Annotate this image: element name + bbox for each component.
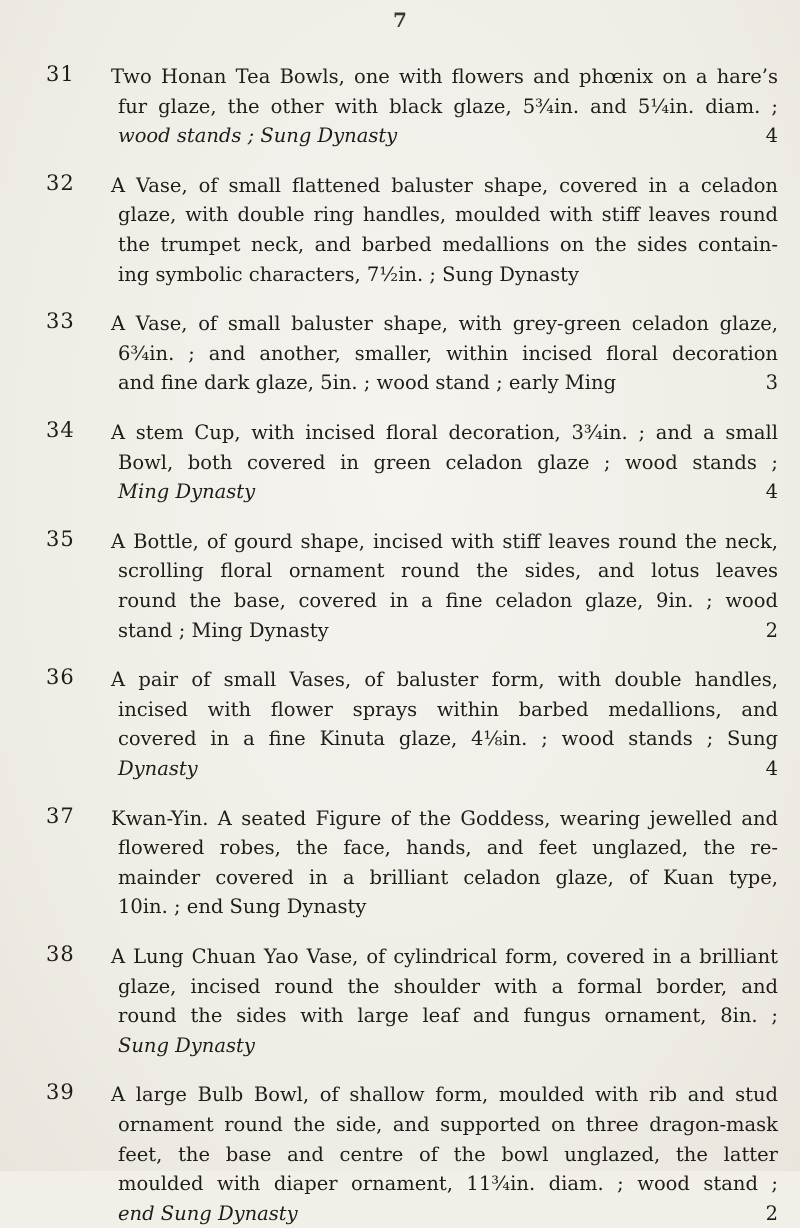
lot-line-text: end Sung Dynasty — [118, 1201, 298, 1225]
lot-estimate: 2 — [765, 1201, 778, 1225]
lot-description — [111, 309, 778, 398]
lot-line: covered in a fine Kinuta glaze, 4⅛in. ; wood stands ; Sung — [118, 727, 778, 751]
lot-description — [111, 527, 778, 645]
lot-line-last — [118, 121, 778, 151]
lot-line: A Vase, of small baluster shape, with grey-green celadon glaze, — [111, 312, 778, 336]
lot-line: 6¾in. ; and another, smaller, within incised floral decoration — [118, 341, 778, 365]
lot-estimate: 4 — [765, 124, 778, 148]
lot-line: round the sides with large leaf and fungus ornament, 8in. ; — [118, 1004, 778, 1028]
lot-line: moulded with diaper ornament, 11¾in. diam. ; wood stand ; — [118, 1172, 778, 1196]
lot-description — [111, 665, 778, 783]
lot-line: ornament round the side, and supported on three dragon-mask — [118, 1112, 778, 1136]
lot-estimate: 4 — [765, 756, 778, 780]
lot-line: Sung Dynasty — [118, 1033, 255, 1057]
lot-description — [111, 418, 778, 507]
lot-line: A Vase, of small flattened baluster shape, covered in a celadon — [111, 173, 778, 197]
lot-line: glaze, with double ring handles, moulded with stiff leaves round — [118, 203, 778, 227]
lot-line-last — [118, 368, 778, 398]
lot-line: round the base, covered in a fine celadon glaze, 9in. ; wood — [118, 588, 778, 612]
lot-estimate: 3 — [765, 371, 778, 395]
lot-line: stand ; Ming Dynasty — [118, 618, 329, 642]
lot-line: Dynasty — [118, 756, 198, 780]
lot-line: A pair of small Vases, of baluster form, with double handles, — [111, 668, 778, 692]
lot-line: incised with flower sprays within barbed medallions, and — [118, 697, 778, 721]
lot-number: 37 — [46, 803, 75, 828]
lot-line: mainder covered in a brilliant celadon glaze, of Kuan type, — [118, 865, 778, 889]
lot-line: the trumpet neck, and barbed medallions on the sides contain- — [118, 232, 778, 256]
lot-number: 38 — [46, 942, 75, 966]
lot-line: A Lung Chuan Yao Vase, of cylindrical form, covered in a brilliant — [111, 945, 778, 968]
lot-line: A stem Cup, with incised floral decoration, 3¾in. ; and a small — [111, 421, 778, 444]
page-number: 7 — [393, 8, 407, 32]
lot-description — [111, 1080, 778, 1228]
lot-line: Ming Dynasty — [118, 480, 256, 504]
lot-line — [118, 1199, 778, 1228]
lot-line: fur glaze, the other with black glaze, 5¾in. and 5¼in. diam. ; — [118, 94, 778, 118]
lot-number: 36 — [46, 665, 75, 690]
lot-line: ing symbolic characters, 7½in. ; Sung Dynasty — [118, 262, 580, 286]
lot-description — [111, 171, 778, 289]
lot-estimate: 2 — [765, 618, 778, 642]
lot-line: Two Honan Tea Bowls, one with flowers and phœnix on a hare’s — [111, 65, 778, 88]
lot-description — [111, 804, 778, 922]
lot-line: Bowl, both covered in green celadon glaze ; wood stands ; — [118, 450, 778, 474]
lot-line: A large Bulb Bowl, of shallow form, moulded with rib and stud — [111, 1083, 778, 1107]
lot-description — [111, 62, 778, 151]
lot-line: scrolling floral ornament round the sides, and lotus leaves — [118, 559, 778, 583]
lot-line: 10in. ; end Sung Dynasty — [118, 895, 367, 919]
lot-line: glaze, incised round the shoulder with a formal border, and — [118, 974, 778, 998]
lot-number: 39 — [46, 1080, 75, 1105]
lot-line: flowered robes, the face, hands, and feet unglazed, the re- — [118, 836, 778, 860]
lot-line-last — [118, 616, 778, 646]
lot-description — [111, 942, 778, 1060]
lot-line-last — [118, 477, 778, 507]
lot-number: 34 — [46, 418, 75, 442]
lot-number: 35 — [46, 526, 75, 551]
lot-line: Kwan-Yin. A seated Figure of the Goddess, wearing jewelled and — [111, 806, 778, 830]
lot-line: A Bottle, of gourd shape, incised with stiff leaves round the neck, — [111, 529, 778, 553]
lot-estimate: 4 — [765, 480, 778, 504]
lot-number: 33 — [46, 309, 75, 334]
lot-line: feet, the base and centre of the bowl unglazed, the latter — [118, 1142, 778, 1166]
lot-number: 31 — [46, 62, 75, 86]
lot-line: wood stands ; Sung Dynasty — [118, 124, 398, 148]
lot-line: and fine dark glaze, 5in. ; wood stand ; early Ming — [118, 371, 617, 395]
lot-line-last — [118, 754, 778, 784]
lot-number: 32 — [46, 170, 75, 195]
